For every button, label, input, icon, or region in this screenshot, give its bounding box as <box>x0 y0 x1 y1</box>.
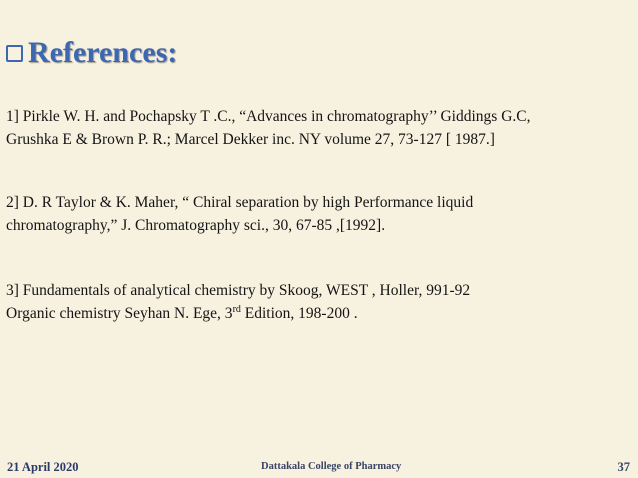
slide-footer <box>0 459 638 478</box>
reference-1-line-2: Grushka E & Brown P. R.; Marcel Dekker inc. NY volume 27, 73-127 [ 1987.] <box>6 131 495 148</box>
reference-1-line-1: 1] Pirkle W. H. and Pochapsky T .C., “Advances in chromatography’’ Giddings G.C, <box>6 108 531 125</box>
reference-2 <box>6 191 632 237</box>
reference-2-line-1: 2] D. R Taylor & K. Maher, “ Chiral separation by high Performance liquid <box>6 194 474 211</box>
reference-3-line-1: 3] Fundamentals of analytical chemistry by Skoog, WEST , Holler, 991-92 <box>6 282 471 299</box>
reference-3-line-2-rest: Edition, 198-200 . <box>240 305 358 322</box>
reference-3-line-2 <box>6 302 632 325</box>
footer-date: 21 April 2020 <box>7 460 79 474</box>
heading-text: References: <box>28 36 178 69</box>
slide-heading <box>6 36 177 70</box>
reference-2-line-2: chromatography,” J. Chromatography sci., 30, 67-85 ,[1992]. <box>6 217 386 234</box>
reference-3 <box>6 279 632 325</box>
checkbox-icon <box>6 45 23 62</box>
reference-3-line-2-text: Organic chemistry Seyhan N. Ege, 3 <box>6 305 233 322</box>
footer-page-number: 37 <box>617 460 630 474</box>
edition-superscript: rd <box>232 303 241 315</box>
reference-1 <box>6 105 632 151</box>
footer-institution: Dattakala College of Pharmacy <box>261 461 402 472</box>
